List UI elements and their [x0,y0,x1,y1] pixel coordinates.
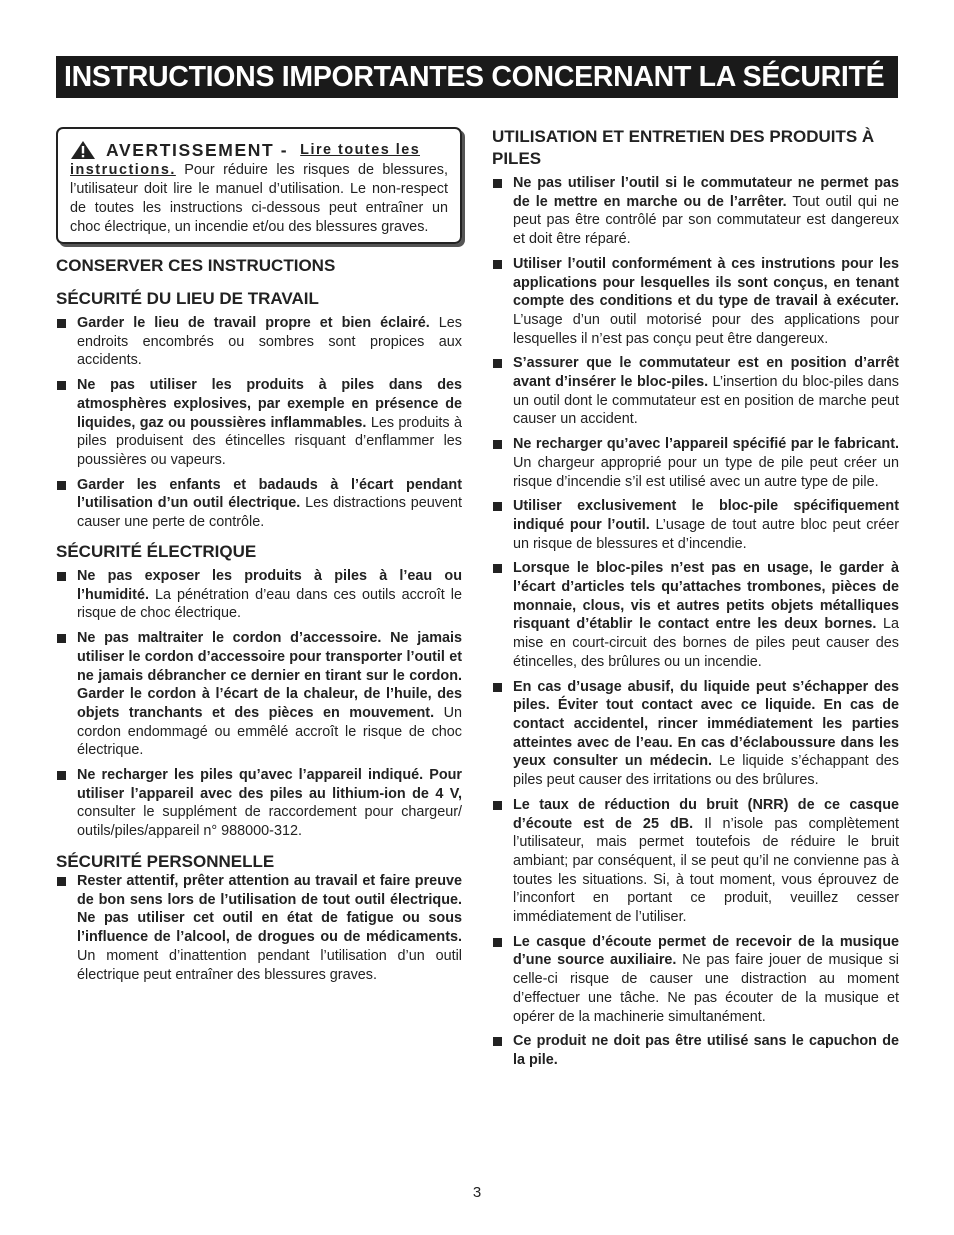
list-item: Ne recharger qu’avec l’appareil spécifié par le fabricant. Un chargeur approprié pour un type de pile peut créer un risque d’incendie s’il est utilisé avec un autre type de pile. [492,435,899,491]
list-item: S’assurer que le commutateur est en position d’arrêt avant d’insérer le bloc-piles. L’insertion du bloc-piles dans un outil dont le commutateur est en position de marche peut causer un accident. [492,354,899,429]
list-item: Ne pas utiliser les produits à piles dans des atmosphères explosives, par exemple en présence de liquides, gaz ou poussières inflammables. Les produits à piles produisent des étincelles risquant d’enflammer les poussières ou vapeurs. [56,376,462,470]
heading-conserver: CONSERVER CES INSTRUCTIONS [56,256,336,275]
list-utilisation [492,174,899,1076]
warning-text [70,161,448,237]
warning-triangle-icon [70,140,96,160]
list-item: Ce produit ne doit pas être utilisé sans le capuchon de la pile. [492,1032,899,1069]
list-item: Garder le lieu de travail propre et bien éclairé. Les endroits encombrés ou sombres sont propices aux accidents. [56,314,462,370]
heading-personnelle: SÉCURITÉ PERSONNELLE [56,852,275,871]
warning-label: AVERTISSEMENT - [106,139,289,160]
list-item: Ne recharger les piles qu’avec l’appareil indiqué. Pour utiliser l’appareil avec des piles au lithium-ion de 4 V, consulter le supplément de raccordement pour chargeur/ outils/piles/appareil n° 988000-312. [56,766,462,841]
warning-link-continued: instructions. [70,162,176,178]
list-item: Ne pas utiliser l’outil si le commutateur ne permet pas de le mettre en marche ou de l’arrêter. Tout outil qui ne peut pas être contrôlé par son commutateur est dangereux et doit être réparé. [492,174,899,249]
list-item: Garder les enfants et badauds à l’écart pendant l’utilisation d’un outil électrique. Les distractions peuvent causer une perte de contrôle. [56,476,462,532]
page-title: INSTRUCTIONS IMPORTANTES CONCERNANT LA SÉCURITÉ [56,56,898,98]
list-electrique [56,567,462,847]
list-item: Lorsque le bloc-piles n’est pas en usage, le garder à l’écart d’articles tels qu’attaches trombones, pièces de monnaie, clous, vis et autres petits objets métalliques risquant d’établir le contact entre les deux bornes. La mise en court-circuit des bornes de piles peut causer des étincelles, des brûlures ou un incendie. [492,559,899,671]
list-item: Utiliser l’outil conformément à ces instrutions pour les applications pour lesquelles ils sont conçus, en tenant compte des conditions et du type de travail à exécuter. L’usage d’un outil motorisé pour des applications pour lesquelles il n’est pas conçu peut être dangereux. [492,255,899,349]
warning-box [56,127,462,244]
list-item: Rester attentif, prêter attention au travail et faire preuve de bon sens lors de l’utilisation de tout outil électrique. Ne pas utiliser cet outil en état de fatigue ou sous l’influence de l’alcool, de drogues ou de médicaments. Un moment d’inattention pendant l’utilisation d’un outil électrique peut entraîner des blessures graves. [56,872,462,984]
heading-lieu-travail: SÉCURITÉ DU LIEU DE TRAVAIL [56,289,319,308]
list-item: Ne pas exposer les produits à piles à l’eau ou l’humidité. La pénétration d’eau dans ces outils accroît le risque de choc électrique. [56,567,462,623]
page-number: 3 [472,1184,482,1201]
list-item: Le taux de réduction du bruit (NRR) de ce casque d’écoute est de 25 dB. Il n’isole pas complètement l’utilisateur, mais permet toutefois de réduire le bruit ambiant; par conséquent, il se peut qu’il ne convienne pas à toutes les situations. Si, à tout moment, vous éprouvez de l’inconfort en portant ce produit, veuillez cesser immédiatement de l’utiliser. [492,796,899,927]
warning-body: Pour réduire les risques de blessures, l’utilisateur doit lire le manuel d’utilisation. Le non-respect de toutes les instructions ci-dessous peut entraîner un choc électrique, un incendie et/ou des blessures graves. [70,162,448,235]
list-item: Le casque d’écoute permet de recevoir de la musique d’une source auxiliaire. Ne pas faire jouer de musique si celle-ci risque de causer une distraction au moment d’effectuer une tâche. Ne pas écouter de la musique et opérer de la machinerie simultanément. [492,933,899,1027]
list-personnelle [56,872,462,990]
list-item: Utiliser exclusivement le bloc-pile spécifiquement indiqué pour l’outil. L’usage de tout autre bloc peut créer un risque de blessures et d’incendie. [492,497,899,553]
heading-utilisation: UTILISATION ET ENTRETIEN DES PRODUITS À PILES [492,127,875,168]
warning-link: Lire toutes les [300,141,421,158]
heading-electrique: SÉCURITÉ ÉLECTRIQUE [56,542,257,561]
warning-header [70,140,448,160]
list-lieu-travail [56,314,462,538]
list-item: En cas d’usage abusif, du liquide peut s’échapper des piles. Éviter tout contact avec ce liquide. En cas de contact accidentel, rincer immédiatement les parties atteintes avec de l’eau. En cas d’éclaboussure dans les yeux consulter un médecin. Le liquide s’échappant des piles peut causer des irritations ou des brûlures. [492,678,899,790]
list-item: Ne pas maltraiter le cordon d’accessoire. Ne jamais utiliser le cordon d’accessoire pour transporter l’outil et ne jamais débrancher ce dernier en tirant sur le cordon. Garder le cordon à l’écart de la chaleur, de l’huile, des objets tranchants et des pièces en mouvement. Un cordon endommagé ou emmêlé accroît le risque de choc électrique. [56,629,462,760]
